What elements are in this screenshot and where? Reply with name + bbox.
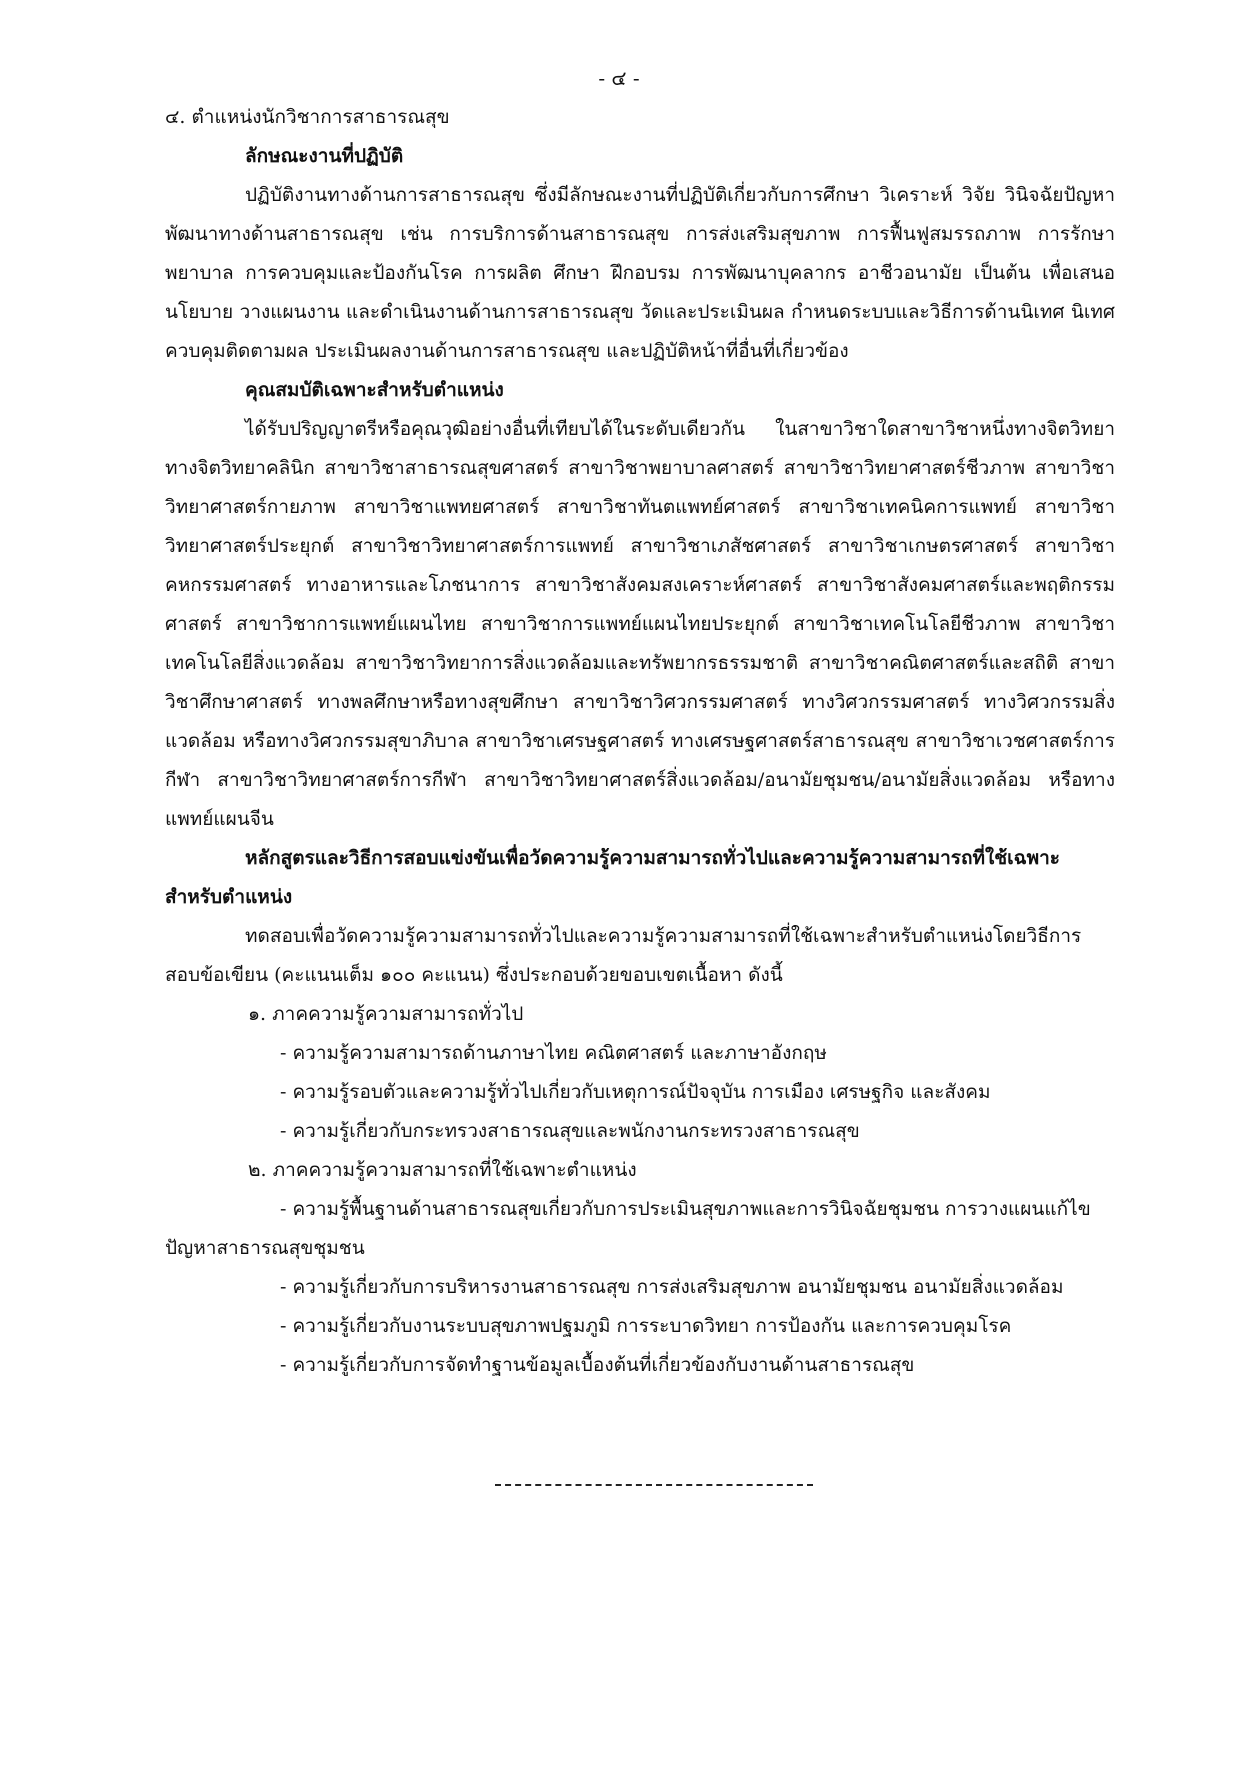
exam-part2-item: - ความรู้เกี่ยวกับการบริหารงานสาธารณสุข การส่งเสริมสุขภาพ อนามัยชุมชน อนามัยสิ่งแวดล้อม [280, 1276, 1064, 1298]
exam-intro: ทดสอบเพื่อวัดความรู้ความสามารถทั่วไปและความรู้ความสามารถที่ใช้เฉพาะสำหรับตำแหน่งโดยวิธีการสอบข้อเขียน (คะแนนเต็ม ๑๐๐ คะแนน) ซึ่งประกอบด้วยขอบเขตเนื้อหา ดังนี้ [165, 925, 1082, 986]
job-description-heading: ลักษณะงานที่ปฏิบัติ [245, 145, 404, 167]
exam-part2-item: - ความรู้เกี่ยวกับงานระบบสุขภาพปฐมภูมิ การระบาดวิทยา การป้องกัน และการควบคุมโรค [280, 1315, 1012, 1337]
position-title: ๔. ตำแหน่งนักวิชาการสาธารณสุข [165, 106, 450, 128]
end-divider [495, 1484, 813, 1486]
exam-part1-title: ๑. ภาคความรู้ความสามารถทั่วไป [248, 1003, 524, 1025]
job-description-text: ปฏิบัติงานทางด้านการสาธารณสุข ซึ่งมีลักษณะงานที่ปฏิบัติเกี่ยวกับการศึกษา วิเคราะห์ วิจัย วินิจฉัยปัญหาพัฒนาทางด้านสาธารณสุข เช่น การบริการด้านสาธารณสุข การส่งเสริมสุขภาพ การฟื้นฟูสมรรถภาพ การรักษาพยาบาล การควบคุมและป้องกันโรค การผลิต ศึกษา ฝึกอบรม การพัฒนาบุคลากร อาชีวอนามัย เป็นต้น เพื่อเสนอนโยบาย วางแผนงาน และดำเนินงานด้านการสาธารณสุข วัดและประเมินผล กำหนดระบบและวิธีการด้านนิเทศ นิเทศควบคุมติดตามผล ประเมินผลงานด้านการสาธารณสุข และปฏิบัติหน้าที่อื่นที่เกี่ยวข้อง [165, 184, 1115, 362]
exam-part2-title: ๒. ภาคความรู้ความสามารถที่ใช้เฉพาะตำแหน่ง [248, 1159, 637, 1181]
page-number: - ๔ - [598, 66, 640, 90]
qualifications-heading: คุณสมบัติเฉพาะสำหรับตำแหน่ง [245, 379, 504, 401]
document-body [165, 98, 1115, 1385]
qualifications-text: ได้รับปริญญาตรีหรือคุณวุฒิอย่างอื่นที่เทียบได้ในระดับเดียวกัน ในสาขาวิชาใดสาขาวิชาหนึ่งทางจิตวิทยา ทางจิตวิทยาคลินิก สาขาวิชาสาธารณสุขศาสตร์ สาขาวิชาพยาบาลศาสตร์ สาขาวิชาวิทยาศาสตร์ชีวภาพ สาขาวิชาวิทยาศาสตร์กายภาพ สาขาวิชาแพทยศาสตร์ สาขาวิชาทันตแพทย์ศาสตร์ สาขาวิชาเทคนิคการแพทย์ สาขาวิชาวิทยาศาสตร์ประยุกต์ สาขาวิชาวิทยาศาสตร์การแพทย์ สาขาวิชาเภสัชศาสตร์ สาขาวิชาเกษตรศาสตร์ สาขาวิชาคหกรรมศาสตร์ ทางอาหารและโภชนาการ สาขาวิชาสังคมสงเคราะห์ศาสตร์ สาขาวิชาสังคมศาสตร์และพฤติกรรมศาสตร์ สาขาวิชาการแพทย์แผนไทย สาขาวิชาการแพทย์แผนไทยประยุกต์ สาขาวิชาเทคโนโลยีชีวภาพ สาขาวิชาเทคโนโลยีสิ่งแวดล้อม สาขาวิชาวิทยาการสิ่งแวดล้อมและทรัพยากรธรรมชาติ สาขาวิชาคณิตศาสตร์และสถิติ สาขาวิชาศึกษาศาสตร์ ทางพลศึกษาหรือทางสุขศึกษา สาขาวิชาวิศวกรรมศาสตร์ ทางวิศวกรรมศาสตร์ ทางวิศวกรรมสิ่งแวดล้อม หรือทางวิศวกรรมสุขาภิบาล สาขาวิชาเศรษฐศาสตร์ ทางเศรษฐศาสตร์สาธารณสุข สาขาวิชาเวชศาสตร์การกีฬา สาขาวิชาวิทยาศาสตร์การกีฬา สาขาวิชาวิทยาศาสตร์สิ่งแวดล้อม/อนามัยชุมชน/อนามัยสิ่งแวดล้อม หรือทางแพทย์แผนจีน [165, 418, 1115, 830]
exam-part2-item: - ความรู้พื้นฐานด้านสาธารณสุขเกี่ยวกับการประเมินสุขภาพและการวินิจฉัยชุมชน การวางแผนแก้ไขปัญหาสาธารณสุขชุมชน [165, 1198, 1091, 1259]
exam-part1-item: - ความรู้ความสามารถด้านภาษาไทย คณิตศาสตร์ และภาษาอังกฤษ [280, 1042, 827, 1064]
exam-heading: หลักสูตรและวิธีการสอบแข่งขันเพื่อวัดความรู้ความสามารถทั่วไปและความรู้ความสามารถที่ใช้เฉพาะสำหรับตำแหน่ง [165, 847, 1061, 908]
exam-part1-item: - ความรู้รอบตัวและความรู้ทั่วไปเกี่ยวกับเหตุการณ์ปัจจุบัน การเมือง เศรษฐกิจ และสังคม [280, 1081, 991, 1103]
exam-part2-item: - ความรู้เกี่ยวกับการจัดทำฐานข้อมูลเบื้องต้นที่เกี่ยวข้องกับงานด้านสาธารณสุข [280, 1354, 915, 1376]
exam-part1-item: - ความรู้เกี่ยวกับกระทรวงสาธารณสุขและพนักงานกระทรวงสาธารณสุข [280, 1120, 860, 1142]
